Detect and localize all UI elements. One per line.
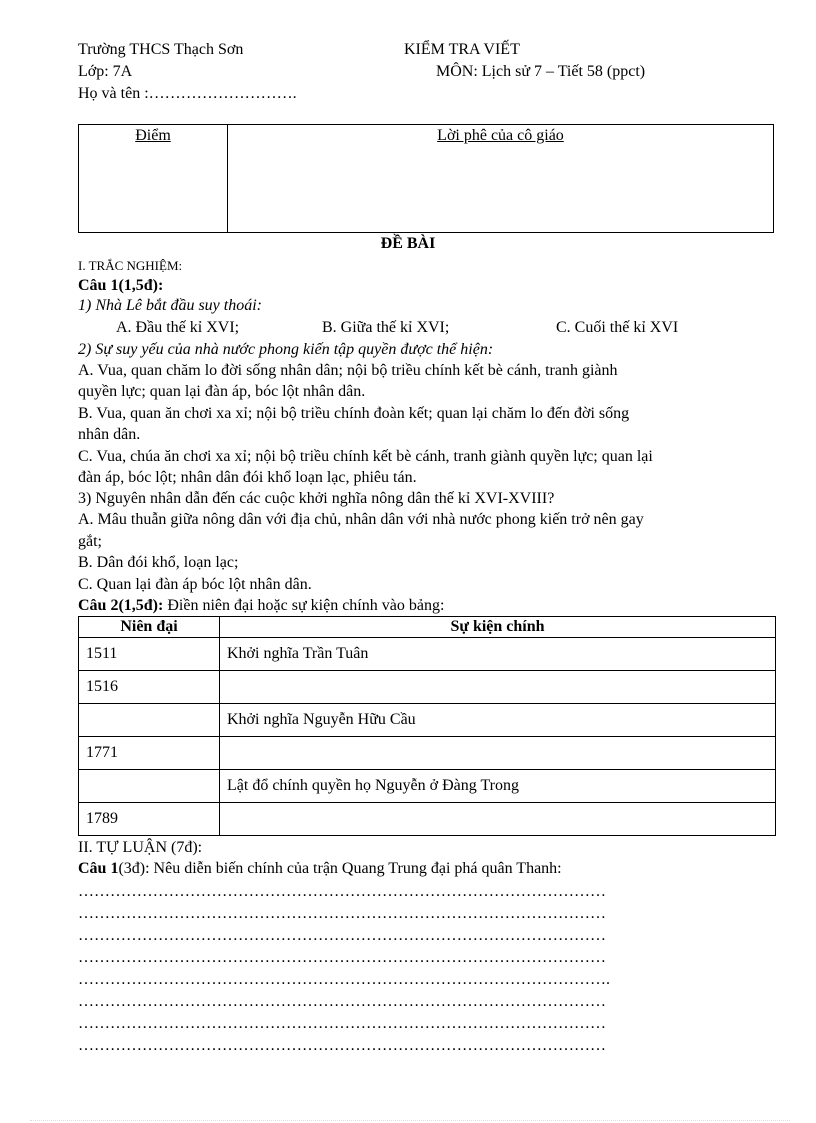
comment-label: Lời phê của cô giáo [437, 127, 564, 144]
q1-label: Câu 1(1,5đ): [78, 277, 164, 294]
year-cell: 1789 [79, 803, 220, 836]
grade-box [78, 124, 774, 233]
q1-2-option-b-line1: B. Vua, quan ăn chơi xa xỉ; nội bộ triều chính đoàn kết; quan lại chăm lo đến đời sống [78, 405, 630, 422]
score-label: Điểm [135, 127, 171, 144]
part2-q1-text: (3đ): Nêu diễn biến chính của trận Quang Trung đại phá quân Thanh: [118, 860, 562, 877]
table-header-row [79, 617, 776, 638]
q1-1-option-b: B. Giữa thế kỉ XVI; [322, 319, 450, 336]
answer-line[interactable]: ……………………………………………………………………………………… [78, 927, 606, 944]
q1-1-option-a: A. Đầu thế kỉ XVI; [116, 319, 240, 336]
timeline-table [78, 616, 776, 836]
q1-3-option-c: C. Quan lại đàn áp bóc lột nhân dân. [78, 576, 312, 593]
q1-1-question: 1) Nhà Lê bắt đầu suy thoái: [78, 297, 262, 314]
table-row [79, 737, 776, 770]
event-cell[interactable] [220, 671, 776, 704]
year-cell[interactable] [79, 770, 220, 803]
table-row [79, 671, 776, 704]
q1-3-option-a-line1: A. Mâu thuẫn giữa nông dân với địa chủ, nhân dân với nhà nước phong kiến trở nên gay [78, 511, 644, 528]
event-cell: Khởi nghĩa Nguyễn Hữu Cầu [220, 704, 776, 737]
event-cell[interactable] [220, 803, 776, 836]
header-year: Niên đại [79, 617, 220, 638]
q1-2-option-c-line1: C. Vua, chúa ăn chơi xa xỉ; nội bộ triều chính kết bè cánh, tranh giành quyền lực; quan lại [78, 448, 653, 465]
q1-2-question: 2) Sự suy yếu của nhà nước phong kiến tập quyền được thể hiện: [78, 341, 494, 358]
q2-label: Câu 2(1,5đ): [78, 597, 164, 614]
table-row [79, 638, 776, 671]
q1-2-option-b-line2: nhân dân. [78, 426, 141, 443]
header-event: Sự kiện chính [220, 617, 776, 638]
answer-line[interactable]: ………………………………………………………………………………………. [78, 971, 610, 988]
part2-q1-label: Câu 1 [78, 860, 119, 877]
page-bottom-divider [30, 1120, 790, 1121]
part1-title: I. TRẮC NGHIỆM: [78, 258, 183, 273]
year-cell: 1771 [79, 737, 220, 770]
answer-line[interactable]: ……………………………………………………………………………………… [78, 1037, 606, 1054]
q1-3-question: 3) Nguyên nhân dẫn đến các cuộc khởi nghĩa nông dân thế kỉ XVI-XVIII? [78, 490, 555, 507]
part2-title: II. TỰ LUẬN (7đ): [78, 839, 203, 856]
year-cell[interactable] [79, 704, 220, 737]
event-cell: Lật đổ chính quyền họ Nguyễn ở Đàng Trong [220, 770, 776, 803]
q1-3-option-b: B. Dân đói khổ, loạn lạc; [78, 554, 239, 571]
section-title: ĐỀ BÀI [380, 235, 436, 252]
answer-line[interactable]: ……………………………………………………………………………………… [78, 993, 606, 1010]
event-cell[interactable] [220, 737, 776, 770]
year-cell: 1516 [79, 671, 220, 704]
exam-title: KIỂM TRA VIẾT [404, 41, 520, 58]
q1-1-option-c: C. Cuối thế kỉ XVI [556, 319, 679, 336]
q1-2-option-c-line2: đàn áp, bóc lột; nhân dân đói khổ loạn lạc, phiêu tán. [78, 469, 417, 486]
q1-2-option-a-line2: quyền lực; quan lại đàn áp, bóc lột nhân dân. [78, 383, 366, 400]
table-row [79, 704, 776, 737]
q1-2-option-a-line1: A. Vua, quan chăm lo đời sống nhân dân; nội bộ triều chính kết bè cánh, tranh giành [78, 362, 618, 379]
score-cell [79, 125, 228, 233]
part2-q1-prompt [78, 859, 562, 879]
answer-line[interactable]: ……………………………………………………………………………………… [78, 905, 606, 922]
event-cell: Khởi nghĩa Trần Tuân [220, 638, 776, 671]
q2-text: Điền niên đại hoặc sự kiện chính vào bảng: [163, 597, 445, 614]
class-label: Lớp: 7A [78, 63, 133, 80]
answer-line[interactable]: ……………………………………………………………………………………… [78, 883, 606, 900]
year-cell: 1511 [79, 638, 220, 671]
comment-cell [228, 125, 774, 233]
answer-line[interactable]: ……………………………………………………………………………………… [78, 949, 606, 966]
q1-3-option-a-line2: gắt; [78, 533, 102, 550]
subject-label: MÔN: Lịch sử 7 – Tiết 58 (ppct) [436, 63, 646, 80]
q2-prompt [78, 596, 444, 616]
table-row [79, 803, 776, 836]
student-name-field: Họ và tên :………………………. [78, 85, 297, 102]
school-name: Trường THCS Thạch Sơn [78, 41, 244, 58]
table-row [79, 770, 776, 803]
answer-line[interactable]: ……………………………………………………………………………………… [78, 1015, 606, 1032]
